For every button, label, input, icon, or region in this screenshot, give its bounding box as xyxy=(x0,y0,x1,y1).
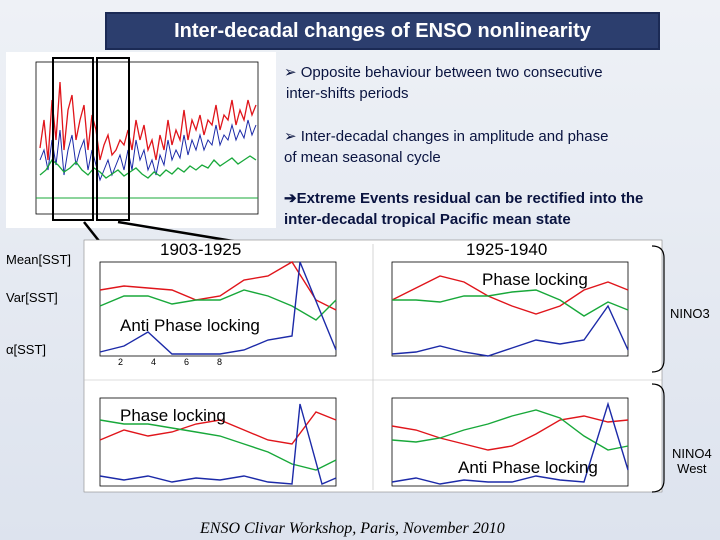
right-arrow-icon: ➔ xyxy=(284,190,297,207)
bullet-2-line1: Inter-decadal changes in amplitude and phase xyxy=(300,128,609,145)
month-ticks-p1: 2468 xyxy=(118,357,251,367)
annotation-phase-locking-bottom: Phase locking xyxy=(120,406,226,425)
region-nino4-west: NINO4 West xyxy=(672,446,712,476)
timeseries-panel xyxy=(6,52,276,228)
annotation-anti-phase-top: Anti Phase locking xyxy=(120,316,260,335)
label-alpha-sst: α[SST] xyxy=(6,342,47,357)
label-mean-sst: Mean[SST] xyxy=(6,252,72,267)
region-nino3: NINO3 xyxy=(670,306,710,321)
period-1903-1925: 1903-1925 xyxy=(160,240,242,259)
alpha-symbol: α xyxy=(6,342,14,357)
slide-title: Inter-decadal changes of ENSO nonlinearity xyxy=(174,20,591,42)
bullet-1-line2: inter-shifts periods xyxy=(286,85,409,102)
bullet-2-line2: of mean seasonal cycle xyxy=(284,149,441,166)
annotation-anti-phase-bottom: Anti Phase locking xyxy=(458,458,598,477)
footer-caption: ENSO Clivar Workshop, Paris, November 2010 xyxy=(200,520,505,537)
label-var-sst: Var[SST] xyxy=(6,290,58,305)
arrow-bullet-icon: ➢ xyxy=(284,64,301,81)
period-1925-1940: 1925-1940 xyxy=(466,240,548,259)
arrow-bullet-icon: ➢ xyxy=(284,128,301,145)
bullet-1-line1: Opposite behaviour between two consecutive xyxy=(300,64,603,81)
bullet-3-line1: Extreme Events residual can be rectified into the xyxy=(296,190,644,207)
annotation-phase-locking-top: Phase locking xyxy=(482,270,588,289)
bullet-3-line2: inter-decadal tropical Pacific mean state xyxy=(284,211,571,228)
